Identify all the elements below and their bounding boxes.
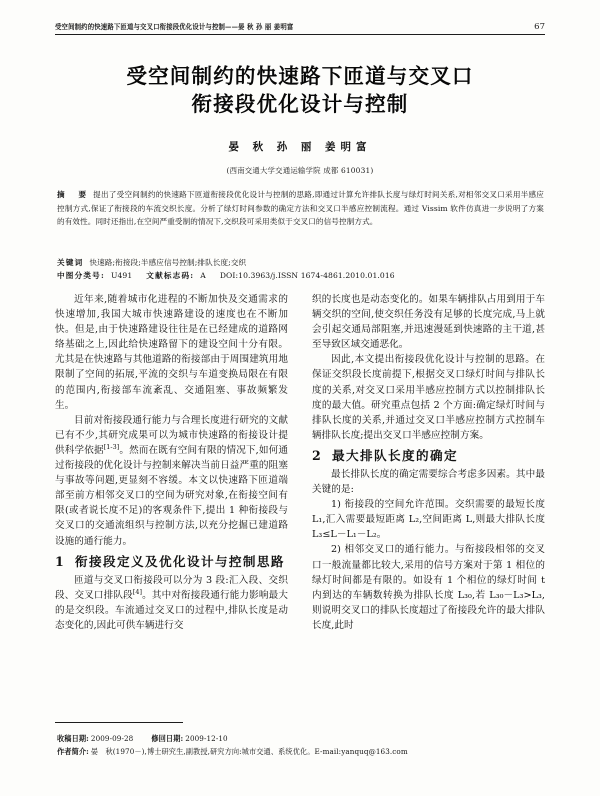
left-column: [55, 292, 288, 710]
title-line-2: 衔接段优化设计与控制: [191, 92, 409, 116]
received-label: 收稿日期:: [57, 734, 89, 743]
doc-code-group: [146, 271, 206, 280]
footnote-dates: [57, 732, 544, 745]
abstract-text: 提出了受空间制约的快速路下匝道衔接段优化设计与控制的思路,即通过计算允许排队长度与绿灯时间关系,对相邻交叉口采用半感应控制方式,保证了衔接段的车流交织长度。分析了绿灯时间参数的确定方法和交叉口半感应控制流程。通过 Vissim 软件仿真进一步说明了方案的有效性。同时还指出,在空间严重受制的情况下,交织段可采用类似于交叉口的信号控制方式。: [57, 190, 545, 227]
body-paragraph: 织的长度也是动态变化的。如果车辆排队占用到用于车辆交织的空间,使交织任务没有足够的长度完成,马上就会引起交通局部阻塞,并迅速漫延到快速路的主干道,甚至导致区域交通恶化。: [312, 294, 545, 351]
footnote-block: [57, 732, 544, 758]
reference-marker: [4]: [132, 587, 143, 596]
author-list: 晏 秋 孙 丽 姜明富: [228, 141, 372, 153]
footnote-divider: [55, 722, 183, 723]
clc-group: [57, 271, 132, 280]
reference-marker: [1-3]: [103, 442, 120, 451]
received-value: 2009-09-28: [90, 734, 134, 743]
paragraph-text: 匝道与交叉口衔接段可以分为 3 段:汇入段、交织段、交叉口排队段: [55, 574, 288, 601]
section-heading: [312, 447, 545, 465]
author-bio-value: 晏 秋(1970－),博士研究生,副教授,研究方向:城市交通、系统优化。E-mail:yanquq@163.com: [90, 747, 408, 757]
paragraph-text: 。其中对衔接段通行能力影响最大的是交织段。车流通过交叉口的过程中,排队长度是动态变化的,因此可供车辆进行交: [55, 589, 288, 631]
keywords-line: [57, 256, 544, 269]
body-paragraph: [55, 573, 288, 633]
revised-label: 修回日期:: [151, 734, 184, 743]
title-line-1: 受空间制约的快速路下匝道与交叉口: [126, 64, 474, 88]
doi-value: DOI:10.3963/j.ISSN 1674-4861.2010.01.016: [219, 271, 395, 280]
abstract-block: [57, 188, 544, 229]
keywords-label: 关键词: [57, 258, 84, 267]
author-affiliation: (西南交通大学交通运输学院 成都 610031): [226, 166, 374, 175]
body-paragraph: 最长排队长度的确定需要综合考虑多因素。其中最关键的是:: [312, 468, 545, 496]
keywords-text: 快速路;衔接段;半感应信号控制;排队长度;交织: [89, 258, 247, 267]
section-number: 2: [312, 447, 321, 463]
section-number: 1: [55, 553, 64, 569]
right-column: [312, 292, 545, 710]
body-paragraph: [55, 413, 288, 549]
body-paragraph: 1) 衔接段的空间允许范围。交织需要的最短长度 L₁,汇入需要最短距离 L₂,空间距离 L,则最大排队长度 L₃≤L－L₁－L₂。: [312, 499, 545, 541]
body-paragraph: 2) 相邻交叉口的通行能力。与衔接段相邻的交叉口一般流量都比较大,采用的信号方案对于第 1 相位的绿灯时间都是有限的。如设有 1 个相位的绿灯时间 t 内到达的车辆数转换为排队长度 L₃₀,若 L₃₀－L₃>L₃,则说明交叉口的排队长度超过了衔接段允许的最大排队长度,此时: [312, 544, 545, 631]
body-paragraph: 近年来,随着城市化进程的不断加快及交通需求的快速增加,我国大城市快速路建设的速度也在不断加快。但是,由于快速路建设往往是在已经建成的道路网络基础之上,因此给快速路留下的建设空间十分有限。尤其是在快速路与其他道路的衔接部由于周围建筑用地限制了空间的拓展,平流的交织与车道变换局限在有限的范围内,衔接部车流紊乱、交通阻塞、事故频繁发生。: [55, 294, 288, 411]
paragraph-text: 目前对衔接段通行能力与合理长度进行研究的文献已有不少,其研究成果可以为城市快速路的衔接设计提供科学依据: [55, 414, 288, 456]
doc-code-value: A: [200, 271, 206, 280]
header-divider: [55, 34, 545, 35]
paragraph-text: 。然而在既有空间有限的情况下,如何通过衔接段的优化设计与控制来解决当前日益严重的阻塞与事故等问题,更显刻不容缓。本文以快速路下匝道端部至前方相邻交叉口的空间为研究对象,在衔接空间有限(或者说长度不足)的客观条件下,提出 1 种衔接段与交叉口的交通流组织与控制方法,以充分挖掘已建道路设施的通行能力。: [55, 444, 289, 547]
abstract-label: 摘 要: [57, 190, 90, 199]
clc-label: 中图分类号:: [57, 271, 105, 280]
page-title: [0, 62, 600, 118]
clc-value: U491: [110, 271, 133, 280]
page-number: 67: [534, 22, 545, 32]
classification-line: [57, 269, 544, 282]
running-title: 受空间制约的快速路下匝道与交叉口衔接段优化设计与控制——晏 秋 孙 丽 姜明富: [55, 22, 294, 31]
author-bio-label: 作者简介:: [57, 747, 89, 757]
body-paragraph: 因此,本文提出衔接段优化设计与控制的思路。在保证交织段长度前提下,根据交叉口绿灯时间与排队长度的关系,对交叉口采用半感应控制方式以控制排队长度的最大值。研究重点包括 2 个方面:确定绿灯时间与排队长度的关系,并通过交叉口半感应控制方式控制车辆排队长度;提出交叉口半感应控制方案。: [312, 354, 545, 441]
running-header: [55, 22, 545, 32]
section-heading: [55, 553, 288, 571]
doc-code-label: 文献标志码:: [146, 271, 195, 280]
section-title: 最大排队长度的确定: [332, 447, 458, 463]
footnote-author-bio: [57, 745, 544, 758]
section-title: 衔接段定义及优化设计与控制思路: [75, 553, 285, 569]
body-columns: [55, 292, 545, 710]
revised-value: 2009-12-10: [185, 734, 228, 743]
